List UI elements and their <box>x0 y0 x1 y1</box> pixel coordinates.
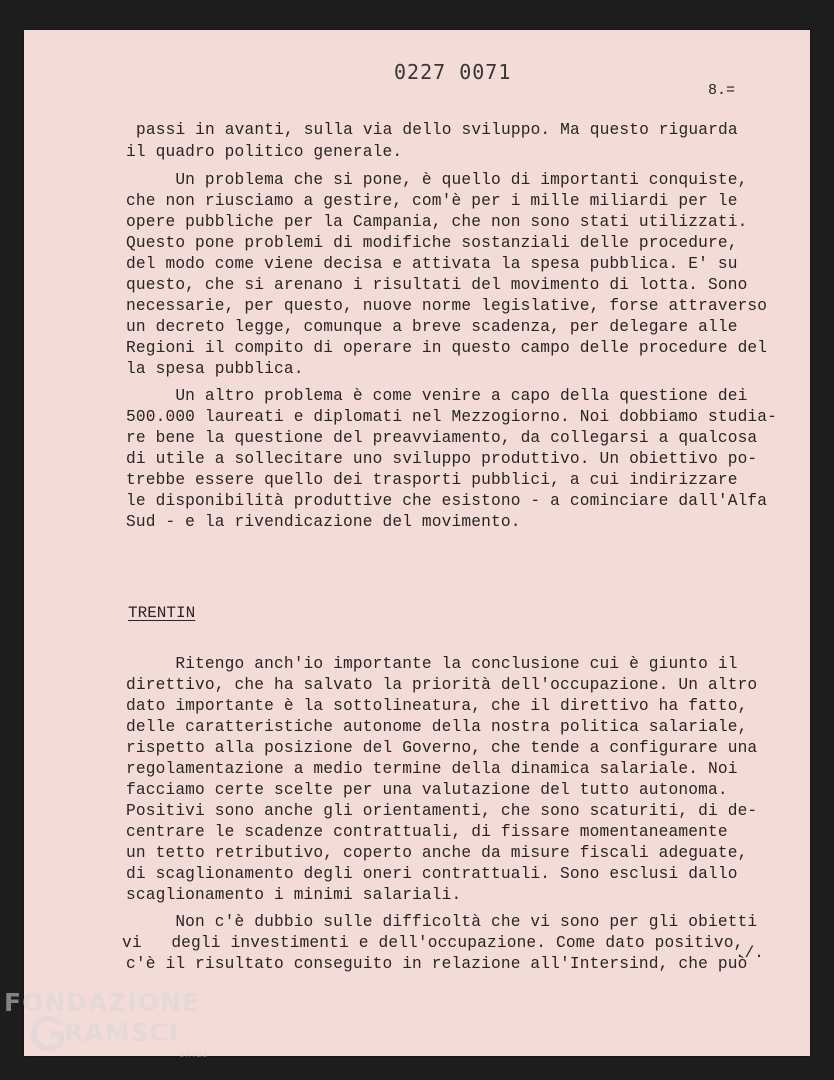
text-line: il quadro politico generale. <box>126 143 403 161</box>
text-line: un tetto retributivo, coperto anche da misure fiscali adeguate, <box>126 844 748 862</box>
continuation-mark: ./. <box>735 944 764 962</box>
text-line: centrare le scadenze contrattuali, di fissare momentaneamente <box>126 823 728 841</box>
text-line: Un problema che si pone, è quello di importanti conquiste, <box>126 171 748 189</box>
text-line: Un altro problema è come venire a capo della questione dei <box>126 387 748 405</box>
text-line: questo, che si arenano i risultati del movimento di lotta. Sono <box>126 276 748 294</box>
text-line: di utile a sollecitare uno sviluppo produttivo. Un obiettivo po- <box>126 450 758 468</box>
text-line: necessarie, per questo, nuove norme legislative, forse attraverso <box>126 297 768 315</box>
text-line: trebbe essere quello dei trasporti pubblici, a cui indirizzare <box>126 471 738 489</box>
text-line: dato importante è la sottolineatura, che il direttivo ha fatto, <box>126 697 748 715</box>
watermark-line-1: FONDAZIONE <box>4 988 201 1017</box>
text-line: di scaglionamento degli oneri contrattuali. Sono esclusi dallo <box>126 865 738 883</box>
text-line: Questo pone problemi di modifiche sostanziali delle procedure, <box>126 234 738 252</box>
text-line: Sud - e la rivendicazione del movimento. <box>126 513 521 531</box>
text-line: Regioni il compito di operare in questo campo delle procedure del <box>126 339 768 357</box>
text-line: 500.000 laureati e diplomati nel Mezzogiorno. Noi dobbiamo studia- <box>126 408 778 426</box>
text-line: delle caratteristiche autonome della nostra politica salariale, <box>126 718 748 736</box>
text-line: le disponibilità produttive che esistono - a cominciare dall'Alfa <box>126 492 768 510</box>
text-line: Ritengo anch'io importante la conclusione cui è giunto il <box>126 655 738 673</box>
watermark-line-2: RAMSCI <box>64 1018 180 1047</box>
text-line: Positivi sono anche gli orientamenti, che sono scaturiti, di de- <box>126 802 758 820</box>
text-line: rispetto alla posizione del Governo, che tende a configurare una <box>126 739 758 757</box>
text-line: facciamo certe scelte per una valutazione del tutto autonoma. <box>126 781 728 799</box>
text-line: Non c'è dubbio sulle difficoltà che vi sono per gli obietti <box>126 913 758 931</box>
gramsci-g-logo-icon <box>30 1014 66 1054</box>
archive-stamp: 0227 0071 <box>394 60 512 84</box>
page-number: 8.= <box>708 82 736 99</box>
text-line: passi in avanti, sulla via dello sviluppo. Ma questo riguarda <box>136 121 738 139</box>
text-line: opere pubbliche per la Campania, che non sono stati utilizzati. <box>126 213 748 231</box>
text-line: regolamentazione a medio termine della dinamica salariale. Noi <box>126 760 738 778</box>
text-line: che non riusciamo a gestire, com'è per i mille miliardi per le <box>126 192 738 210</box>
fondazione-gramsci-watermark <box>4 988 224 1068</box>
text-line: scaglionamento i minimi salariali. <box>126 886 462 904</box>
text-line: un decreto legge, comunque a breve scadenza, per delegare alle <box>126 318 738 336</box>
text-line: direttivo, che ha salvato la priorità dell'occupazione. Un altro <box>126 676 758 694</box>
text-line: la spesa pubblica. <box>126 360 304 378</box>
speaker-heading: TRENTIN <box>128 604 196 622</box>
text-line: c'è il risultato conseguito in relazione all'Intersind, che può <box>126 955 748 973</box>
text-line: del modo come viene decisa e attivata la spesa pubblica. E' su <box>126 255 738 273</box>
text-line: re bene la questione del preavviamento, da collegarsi a qualcosa <box>126 429 758 447</box>
watermark-line-3: onlus <box>179 1050 209 1060</box>
text-line: vi degli investimenti e dell'occupazione. Come dato positivo, <box>122 934 744 952</box>
